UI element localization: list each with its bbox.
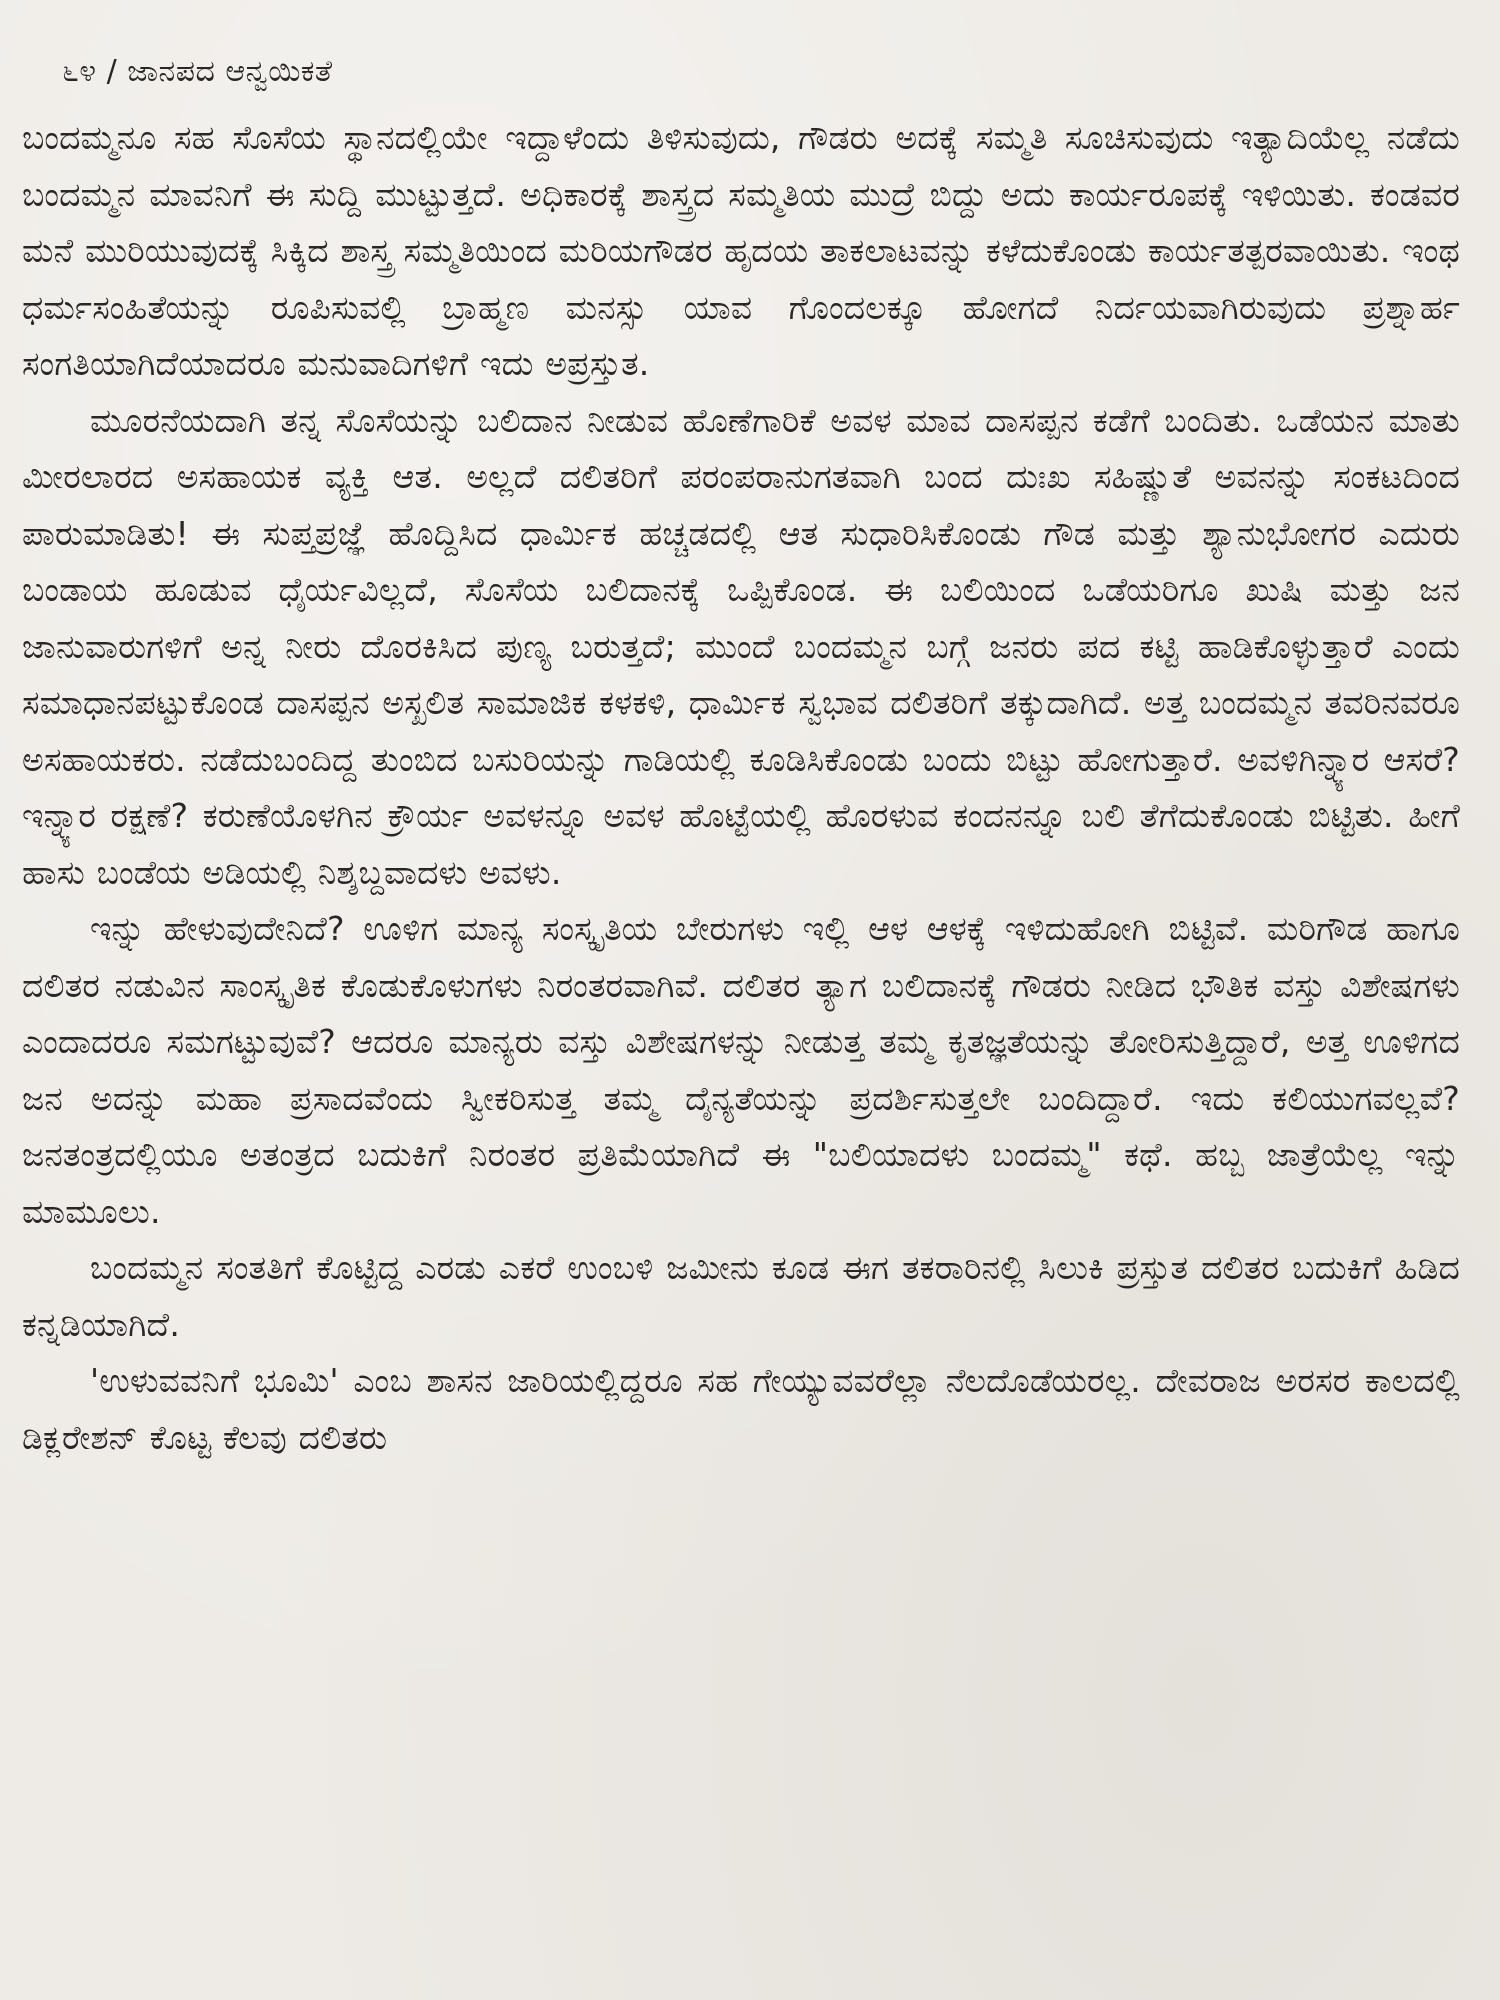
paragraph-4: ಬಂದಮ್ಮನ ಸಂತತಿಗೆ ಕೊಟ್ಟಿದ್ದ ಎರಡು ಎಕರೆ ಉಂಬಳಿ ಜಮೀನು ಕೂಡ ಈಗ ತಕರಾರಿನಲ್ಲಿ ಸಿಲುಕಿ ಪ್ರಸ್ತುತ ದಲಿತರ ಬದುಕಿಗೆ ಹಿಡಿದ ಕನ್ನಡಿಯಾಗಿದೆ. bbox=[22, 1248, 1460, 1344]
paragraph-2: ಮೂರನೆಯದಾಗಿ ತನ್ನ ಸೊಸೆಯನ್ನು ಬಲಿದಾನ ನೀಡುವ ಹೊಣೆಗಾರಿಕೆ ಅವಳ ಮಾವ ದಾಸಪ್ಪನ ಕಡೆಗೆ ಬಂದಿತು. ಒಡೆಯನ ಮಾತು ಮೀರಲಾರದ ಅಸಹಾಯಕ ವ್ಯಕ್ತಿ ಆತ. ಅಲ್ಲದೆ ದಲಿತರಿಗೆ ಪರಂಪರಾನುಗತವಾಗಿ ಬಂದ ದುಃಖ ಸಹಿಷ್ಣುತೆ ಅವನನ್ನು ಸಂಕಟದಿಂದ ಪಾರುಮಾಡಿತು! ಈ ಸುಪ್ತಪ್ರಜ್ಞೆ ಹೊದ್ದಿಸಿದ ಧಾರ್ಮಿಕ ಹಚ್ಚಡದಲ್ಲಿ ಆತ ಸುಧಾರಿಸಿಕೊಂಡು ಗೌಡ ಮತ್ತು ಶ್ಯಾನುಭೋಗರ ಎದುರು ಬಂಡಾಯ ಹೂಡುವ ಧೈರ್ಯವಿಲ್ಲದೆ, ಸೊಸೆಯ ಬಲಿದಾನಕ್ಕೆ ಒಪ್ಪಿಕೊಂಡ. ಈ ಬಲಿಯಿಂದ ಒಡೆಯರಿಗೂ ಖುಷಿ ಮತ್ತು ಜನ ಜಾನುವಾರುಗಳಿಗೆ ಅನ್ನ ನೀರು ದೊರಕಿಸಿದ ಪುಣ್ಯ ಬರುತ್ತದೆ; ಮುಂದೆ ಬಂದಮ್ಮನ ಬಗ್ಗೆ ಜನರು ಪದ ಕಟ್ಟಿ ಹಾಡಿಕೊಳ್ಳುತ್ತಾರೆ ಎಂದು ಸಮಾಧಾನಪಟ್ಟುಕೊಂಡ ದಾಸಪ್ಪನ ಅಸ್ಖಲಿತ ಸಾಮಾಜಿಕ ಕಳಕಳಿ, ಧಾರ್ಮಿಕ ಸ್ವಭಾವ ದಲಿತರಿಗೆ ತಕ್ಕುದಾಗಿದೆ. ಅತ್ತ ಬಂದಮ್ಮನ ತವರಿನವರೂ ಅಸಹಾಯಕರು. ನಡೆದುಬಂದಿದ್ದ ತುಂಬಿದ ಬಸುರಿಯನ್ನು ಗಾಡಿಯಲ್ಲಿ ಕೂಡಿಸಿಕೊಂಡು ಬಂದು ಬಿಟ್ಟು ಹೋಗುತ್ತಾರೆ. ಅವಳಿಗಿನ್ನ್ಯಾರ ಆಸರೆ? ಇನ್ನ್ಯಾರ ರಕ್ಷಣೆ? ಕರುಣೆಯೊಳಗಿನ ಕ್ರೌರ್ಯ ಅವಳನ್ನೂ ಅವಳ ಹೊಟ್ಟೆಯಲ್ಲಿ ಹೊರಳುವ ಕಂದನನ್ನೂ ಬಲಿ ತೆಗೆದುಕೊಂಡು ಬಿಟ್ಟಿತು. ಹೀಗೆ ಹಾಸು ಬಂಡೆಯ ಅಡಿಯಲ್ಲಿ ನಿಶ್ಶಬ್ದವಾದಳು ಅವಳು. bbox=[22, 400, 1460, 892]
running-head: ೬೪ / ಜಾನಪದ ಆನ್ವಯಿಕತೆ bbox=[62, 54, 333, 89]
paragraph-1: ಬಂದಮ್ಮನೂ ಸಹ ಸೊಸೆಯ ಸ್ಥಾನದಲ್ಲಿಯೇ ಇದ್ದಾಳೆಂದು ತಿಳಿಸುವುದು, ಗೌಡರು ಅದಕ್ಕೆ ಸಮ್ಮತಿ ಸೂಚಿಸುವುದು ಇತ್ಯಾದಿಯೆಲ್ಲ ನಡೆದು ಬಂದಮ್ಮನ ಮಾವನಿಗೆ ಈ ಸುದ್ದಿ ಮುಟ್ಟುತ್ತದೆ. ಅಧಿಕಾರಕ್ಕೆ ಶಾಸ್ತ್ರದ ಸಮ್ಮತಿಯ ಮುದ್ರೆ ಬಿದ್ದು ಅದು ಕಾರ್ಯರೂಪಕ್ಕೆ ಇಳಿಯಿತು. ಕಂಡವರ ಮನೆ ಮುರಿಯುವುದಕ್ಕೆ ಸಿಕ್ಕಿದ ಶಾಸ್ತ್ರ ಸಮ್ಮತಿಯಿಂದ ಮರಿಯಗೌಡರ ಹೃದಯ ತಾಕಲಾಟವನ್ನು ಕಳೆದುಕೊಂಡು ಕಾರ್ಯತತ್ಪರವಾಯಿತು. ಇಂಥ ಧರ್ಮಸಂಹಿತೆಯನ್ನು ರೂಪಿಸುವಲ್ಲಿ ಬ್ರಾಹ್ಮಣ ಮನಸ್ಸು ಯಾವ ಗೊಂದಲಕ್ಕೂ ಹೋಗದೆ ನಿರ್ದಯವಾಗಿರುವುದು ಪ್ರಶ್ನಾರ್ಹ ಸಂಗತಿಯಾಗಿದೆಯಾದರೂ ಮನುವಾದಿಗಳಿಗೆ ಇದು ಅಪ್ರಸ್ತುತ. bbox=[22, 118, 1460, 383]
paragraph-5: 'ಉಳುವವನಿಗೆ ಭೂಮಿ' ಎಂಬ ಶಾಸನ ಜಾರಿಯಲ್ಲಿದ್ದರೂ ಸಹ ಗೇಯ್ಯುವವರೆಲ್ಲಾ ನೆಲದೊಡೆಯರಲ್ಲ. ದೇವರಾಜ ಅರಸರ ಕಾಲದಲ್ಲಿ ಡಿಕ್ಲರೇಶನ್ ಕೊಟ್ಟ ಕೆಲವು ದಲಿತರು bbox=[22, 1361, 1460, 1457]
paragraph-3: ಇನ್ನು ಹೇಳುವುದೇನಿದೆ? ಊಳಿಗ ಮಾನ್ಯ ಸಂಸ್ಕೃತಿಯ ಬೇರುಗಳು ಇಲ್ಲಿ ಆಳ ಆಳಕ್ಕೆ ಇಳಿದುಹೋಗಿ ಬಿಟ್ಟಿವೆ. ಮರಿಗೌಡ ಹಾಗೂ ದಲಿತರ ನಡುವಿನ ಸಾಂಸ್ಕೃತಿಕ ಕೊಡುಕೊಳುಗಳು ನಿರಂತರವಾಗಿವೆ. ದಲಿತರ ತ್ಯಾಗ ಬಲಿದಾನಕ್ಕೆ ಗೌಡರು ನೀಡಿದ ಭೌತಿಕ ವಸ್ತು ವಿಶೇಷಗಳು ಎಂದಾದರೂ ಸಮಗಟ್ಟುವುವೆ? ಆದರೂ ಮಾನ್ಯರು ವಸ್ತು ವಿಶೇಷಗಳನ್ನು ನೀಡುತ್ತ ತಮ್ಮ ಕೃತಜ್ಞತೆಯನ್ನು ತೋರಿಸುತ್ತಿದ್ದಾರೆ, ಅತ್ತ ಊಳಿಗದ ಜನ ಅದನ್ನು ಮಹಾ ಪ್ರಸಾದವೆಂದು ಸ್ವೀಕರಿಸುತ್ತ ತಮ್ಮ ದೈನ್ಯತೆಯನ್ನು ಪ್ರದರ್ಶಿಸುತ್ತಲೇ ಬಂದಿದ್ದಾರೆ. ಇದು ಕಲಿಯುಗವಲ್ಲವೆ? ಜನತಂತ್ರದಲ್ಲಿಯೂ ಅತಂತ್ರದ ಬದುಕಿಗೆ ನಿರಂತರ ಪ್ರತಿಮೆಯಾಗಿದೆ ಈ "ಬಲಿಯಾದಳು ಬಂದಮ್ಮ" ಕಥೆ. ಹಬ್ಬ ಜಾತ್ರೆಯೆಲ್ಲ ಇನ್ನು ಮಾಮೂಲು. bbox=[22, 909, 1460, 1231]
